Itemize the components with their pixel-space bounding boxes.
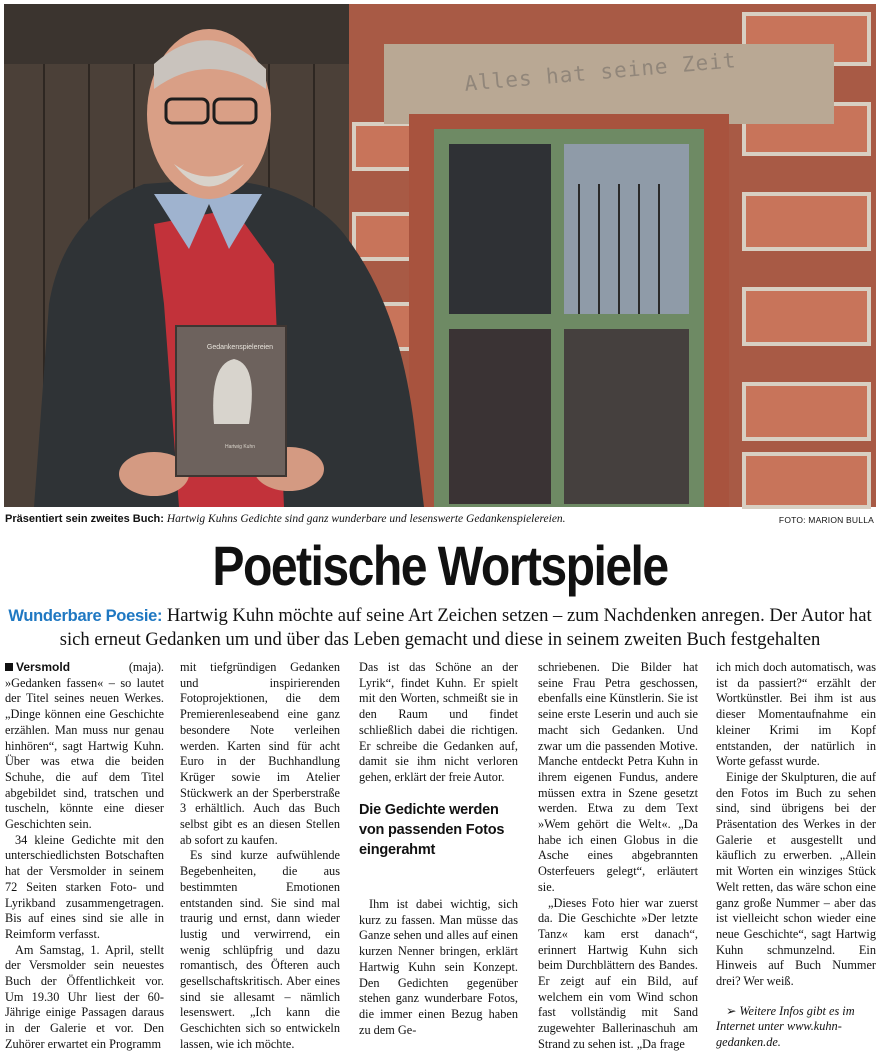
- photo-illustration: [4, 4, 876, 507]
- headline: Poetische Wortspiele: [212, 534, 668, 597]
- article-paragraph: „Dieses Foto hier war zuerst da. Die Geschichte »Der letzte Tanz« kam erst danach“, erinnert Hartwig Kuhn sich beim Durchblättern des Bandes. Er zeigt auf ein Bild, auf welchem ein vom Wind schon fast vollständig mit Sand zugewehter Ballerinaschuh am Strand zu sehen ist. „Da frage: [538, 895, 698, 1051]
- caption-text: Hartwig Kuhns Gedichte sind ganz wunderbare und lesenswerte Gedankenspielereien.: [166, 513, 566, 525]
- dateline: Versmold: [16, 660, 71, 674]
- arrow-icon: ➢: [726, 1003, 737, 1018]
- article-column-3-continued: [359, 897, 518, 1038]
- photo-credit: FOTO: MARION BULLA: [778, 515, 874, 525]
- deck-text: Hartwig Kuhn möchte auf seine Art Zeichen setzen – zum Nachdenken anregen. Der Autor hat sich erneut Gedanken um und über das Leben gemacht und diese in seinem zweiten Buch festgehalten: [59, 605, 872, 650]
- article-paragraph: ich mich doch automatisch, was ist da passiert?“ erzählt der Wortkünstler. Bei ihm ist aus dieser Momentaufnahme ein kleiner Krimi im Kopf entstanden, der natürlich in Worte gefasst wurde.: [716, 660, 876, 769]
- wall-inscription: Alles hat seine Zeit: [463, 48, 738, 96]
- bullet-square-icon: [5, 663, 13, 671]
- book-cover-author: Hartwig Kuhn: [224, 444, 255, 450]
- article-paragraph: Ihm ist dabei wichtig, sich kurz zu fassen. Man müsse das Ganze sehen und alles auf einen kurzen Nenner bringen, erklärt Hartwig Kuhn sein Konzept. Den Gedichten gegenüber stehen ganz wunderbare Fotos, die immer einen Bezug haben zu dem Ge-: [359, 897, 518, 1037]
- info-note: [716, 1004, 876, 1051]
- article-photo: [4, 4, 876, 507]
- photo-caption: [5, 513, 875, 529]
- article-paragraph: Am Samstag, 1. April, stellt der Versmolder sein neuestes Buch der Öffentlichkeit vor. Um 19.30 Uhr liest der 60-Jährige einige Passagen daraus in der Galerie et vor. Den Zuhörer erwartet ein Programm: [5, 942, 164, 1051]
- deck-kicker: Wunderbare Poesie:: [8, 607, 163, 625]
- article-paragraph: mit tiefgründigen Gedanken und inspirierenden Fotoprojektionen, die dem Premierenleseabend eine ganz besondere Note verleihen werden. Karten sind für acht Euro in der Buchhandlung Krüger sowie im Atelier Stückwerk an der Sperberstraße 3 erhältlich. Auch das Buch selbst gibt es an diesen Stellen ab sofort zu kaufen.: [180, 660, 340, 847]
- article-paragraph: 34 kleine Gedichte mit den unterschiedlichsten Botschaften hat der Versmolder in seinem 72 Seiten starken Foto- und Lyrikband zusammengetragen. Bis auf eines sind sie alle in Reimform verfasst.: [5, 832, 164, 941]
- article-column-3: [359, 660, 518, 786]
- info-text: Weitere Infos gibt es im Internet unter www.kuhn-gedanken.de.: [716, 1003, 855, 1050]
- article-column-1: [5, 660, 164, 1053]
- article-paragraph: schriebenen. Die Bilder hat seine Frau Petra geschossen, ebenfalls eine Künstlerin. Sie ist seine erste Leserin und auch sie macht sich Gedanken. Und zwar um die passenden Motive. Manche entdeckt Petra Kuhn in ihrem eigenen Fundus, andere müssen extra in Szene gesetzt werden. Etwa zu dem Text »Wem gehört die Welt«. „Da habe ich einen Globus in die Asche eines abgebrannten Osterfeuers gelegt“, erläutert sie.: [538, 660, 698, 894]
- article-column-2: [180, 660, 340, 1053]
- article-paragraph: Das ist das Schöne an der Lyrik“, findet Kuhn. Er spielt mit den Worten, schmeißt sie in den Raum und findet schließlich dabei die richtigen. Er schreibe die Gedanken auf, damit sie ihm nicht verloren gehen, erklärt der freie Autor.: [359, 660, 518, 784]
- subheading: Die Gedichte werden von passenden Fotos eingerahmt: [359, 802, 505, 858]
- deck: [8, 604, 872, 651]
- article-column-4: [538, 660, 698, 1053]
- book-cover-title: Gedankenspielereien: [206, 344, 274, 351]
- caption-label: Präsentiert sein zweites Buch:: [5, 513, 164, 525]
- article-paragraph: Einige der Skulpturen, die auf den Fotos im Buch zu sehen sind, sind übrigens bei der Präsentation des Werkes in der Galerie et ausgestellt und käuflich zu erwerben. „Allein mit Worten ein winziges Stück Welt retten, das wäre schon eine ganz große Nummer – aber das ist vielleicht schon wieder eine neue Geschichte“, sagt Hartwig Kuhn schmunzelnd. Ein Hinweis auf Buch Nummer drei? Wer weiß.: [716, 769, 876, 989]
- article-column-5: [716, 660, 876, 1051]
- paragraph-text: (maja). »Gedanken fassen« – so lautet der Titel seines neuen Werkes. „Dinge können eine Geschichte erzählen. Man muss nur genau hinhören“, sagt Hartwig Kuhn. Über was etwa die beiden Schuhe, die auf dem Titel abgebildet sind, tratschen und tuscheln, könnte eine dieser Geschichten sein.: [5, 660, 164, 832]
- article-paragraph: Es sind kurze aufwühlende Begebenheiten, die aus bestimmten Emotionen entstanden sind. Sie sind mal traurig und ernst, dann wieder lustig und verwirrend, ein wenig schlüpfrig und dazu romantisch, des Öfteren auch gesellschaftskritisch. Aber eines sind sie allesamt – nämlich lesenswert. „Ich kann die Geschichten sich so entwickeln lassen, wie ich möchte.: [180, 848, 340, 1051]
- article-paragraph: [5, 660, 164, 833]
